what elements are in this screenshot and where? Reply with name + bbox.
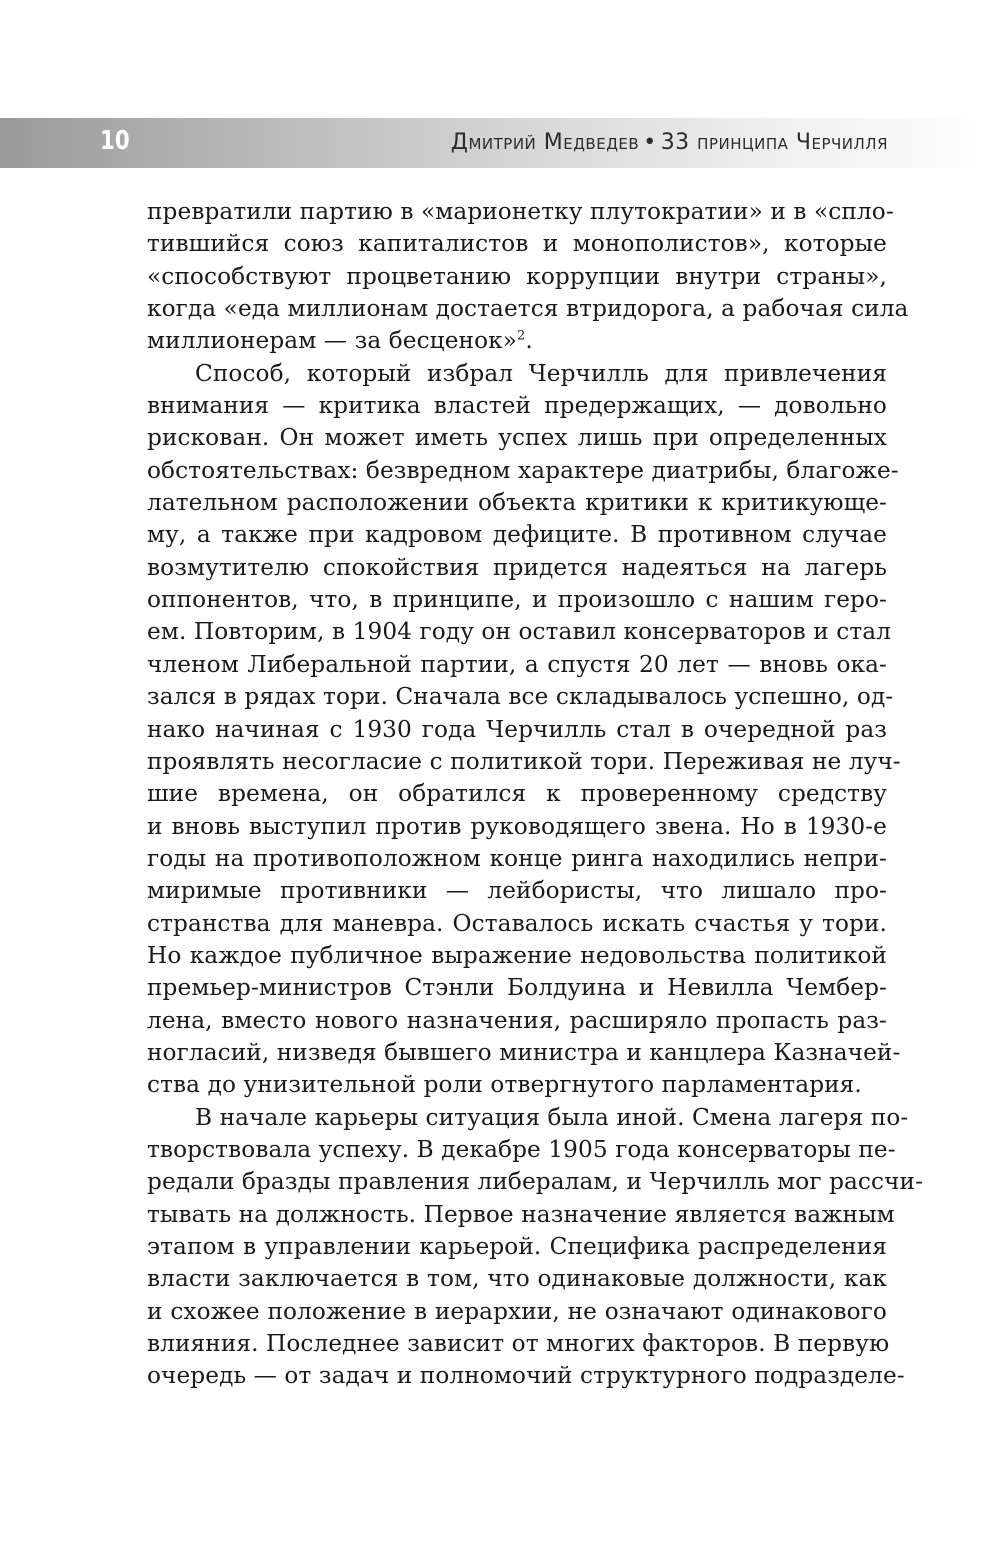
- line-text: и вновь выступил против руководящего звена. Но в 1930-е: [147, 812, 887, 840]
- text-line: [147, 681, 894, 713]
- text-line: [147, 972, 887, 1004]
- running-head: [451, 130, 888, 155]
- footnote-ref: 2: [517, 328, 526, 344]
- text-line: [147, 487, 887, 519]
- line-text: В начале карьеры ситуация была иной. Смена лагеря по-: [195, 1103, 909, 1131]
- line-text: премьер-министров Стэнли Болдуина и Невилла Чембер-: [147, 974, 887, 1002]
- line-text: проявлять несогласие с политикой тори. Переживая не луч-: [147, 747, 901, 775]
- text-line: [147, 843, 887, 875]
- text-line: [147, 228, 887, 260]
- line-text: Но каждое публичное выражение недовольства политикой: [147, 941, 887, 969]
- line-text: редали бразды правления либералам, и Черчилль мог рассчи-: [147, 1168, 924, 1196]
- text-line: [147, 196, 894, 228]
- text-line: [147, 1360, 905, 1392]
- running-head-author: Дмитрий Медведев: [450, 130, 640, 155]
- text-line: [147, 1263, 887, 1295]
- text-line: [147, 552, 887, 584]
- text-line: [147, 519, 887, 551]
- text-line: [147, 616, 892, 648]
- running-head-separator: •: [643, 130, 657, 155]
- line-text: возмутителю спокойствия придется надеяться на лагерь: [147, 553, 887, 581]
- line-text: внимания — критика властей предержащих, — довольно: [147, 392, 887, 420]
- line-text: лена, вместо нового назначения, расширяло пропасть раз-: [147, 1006, 887, 1034]
- line-text: годы на противоположном конце ринга находились непри-: [147, 844, 887, 872]
- line-text: этапом в управлении карьерой. Специфика распределения: [147, 1233, 887, 1260]
- line-text: шие времена, он обратился к проверенному средству: [147, 780, 887, 808]
- line-text: странства для маневра. Оставалось искать счастья у тори.: [147, 909, 887, 937]
- footnote-tail: .: [525, 327, 533, 355]
- line-text: миллионерам — за бесценок»: [147, 327, 518, 355]
- line-text: превратили партию в «марионетку плутократии» и в «спло-: [147, 198, 894, 225]
- line-text: ем. Повторим, в 1904 году он оставил консерваторов и стал: [147, 618, 892, 646]
- running-head-title: 33 принципа Черчилля: [660, 130, 888, 155]
- text-line: [147, 1296, 887, 1328]
- text-line: [147, 714, 887, 746]
- text-line: [147, 778, 887, 810]
- text-line: [147, 584, 887, 616]
- line-text: очередь — от задач и полномочий структурного подразделе-: [147, 1362, 905, 1390]
- text-line: [147, 1328, 890, 1360]
- text-line: [147, 746, 901, 778]
- line-text: миримые противники — лейбористы, что лишало про-: [147, 877, 887, 905]
- line-text: когда «еда миллионам достается втридорога, а рабочая сила: [147, 295, 909, 323]
- line-text: зался в рядах тори. Сначала все складывалось успешно, од-: [147, 683, 894, 711]
- text-line: [147, 875, 887, 907]
- text-line: [147, 455, 899, 487]
- text-line: [147, 1069, 887, 1101]
- text-line: [147, 325, 887, 357]
- text-line: [147, 1231, 887, 1263]
- page-number: 10: [100, 126, 130, 156]
- text-line: [147, 1037, 901, 1069]
- text-line: [147, 422, 887, 454]
- line-text: членом Либеральной партии, а спустя 20 лет — вновь ока-: [147, 650, 887, 678]
- text-line: [147, 1102, 909, 1134]
- line-text: обстоятельствах: безвредном характере диатрибы, благоже-: [147, 456, 899, 484]
- line-text: лательном расположении объекта критики к критикующе-: [147, 489, 887, 517]
- line-text: рискован. Он может иметь успех лишь при определенных: [147, 424, 887, 452]
- text-line: [147, 940, 887, 972]
- text-line: [147, 1199, 895, 1231]
- line-text: тившийся союз капиталистов и монополистов», которые: [147, 230, 887, 258]
- line-text: ства до унизительной роли отвергнутого парламентария.: [147, 1071, 862, 1099]
- text-line: [147, 1134, 896, 1166]
- text-line: [147, 1166, 924, 1198]
- text-line: [147, 649, 887, 681]
- text-line: [147, 261, 887, 293]
- line-text: творствовала успеху. В декабре 1905 года консерваторы пе-: [147, 1135, 896, 1163]
- line-text: му, а также при кадровом дефиците. В противном случае: [147, 521, 887, 549]
- body-text: [147, 196, 924, 1393]
- line-text: ногласий, низведя бывшего министра и канцлера Казначей-: [147, 1038, 901, 1066]
- line-text: Способ, который избрал Черчилль для привлечения: [195, 359, 887, 387]
- line-text: оппонентов, что, в принципе, и произошло с нашим геро-: [147, 586, 887, 614]
- text-line: [147, 293, 909, 325]
- line-text: тывать на должность. Первое назначение является важным: [147, 1200, 895, 1228]
- line-text: и схожее положение в иерархии, не означают одинакового: [147, 1297, 887, 1325]
- text-line: [147, 811, 887, 843]
- text-line: [147, 390, 887, 422]
- line-text: власти заключается в том, что одинаковые должности, как: [147, 1265, 887, 1293]
- line-text: «способствуют процветанию коррупции внутри страны»,: [147, 262, 887, 290]
- text-line: [147, 908, 887, 940]
- text-line: [147, 1005, 887, 1037]
- line-text: влияния. Последнее зависит от многих факторов. В первую: [147, 1330, 890, 1358]
- line-text: нако начиная с 1930 года Черчилль стал в очередной раз: [147, 715, 887, 743]
- text-line: [147, 358, 887, 390]
